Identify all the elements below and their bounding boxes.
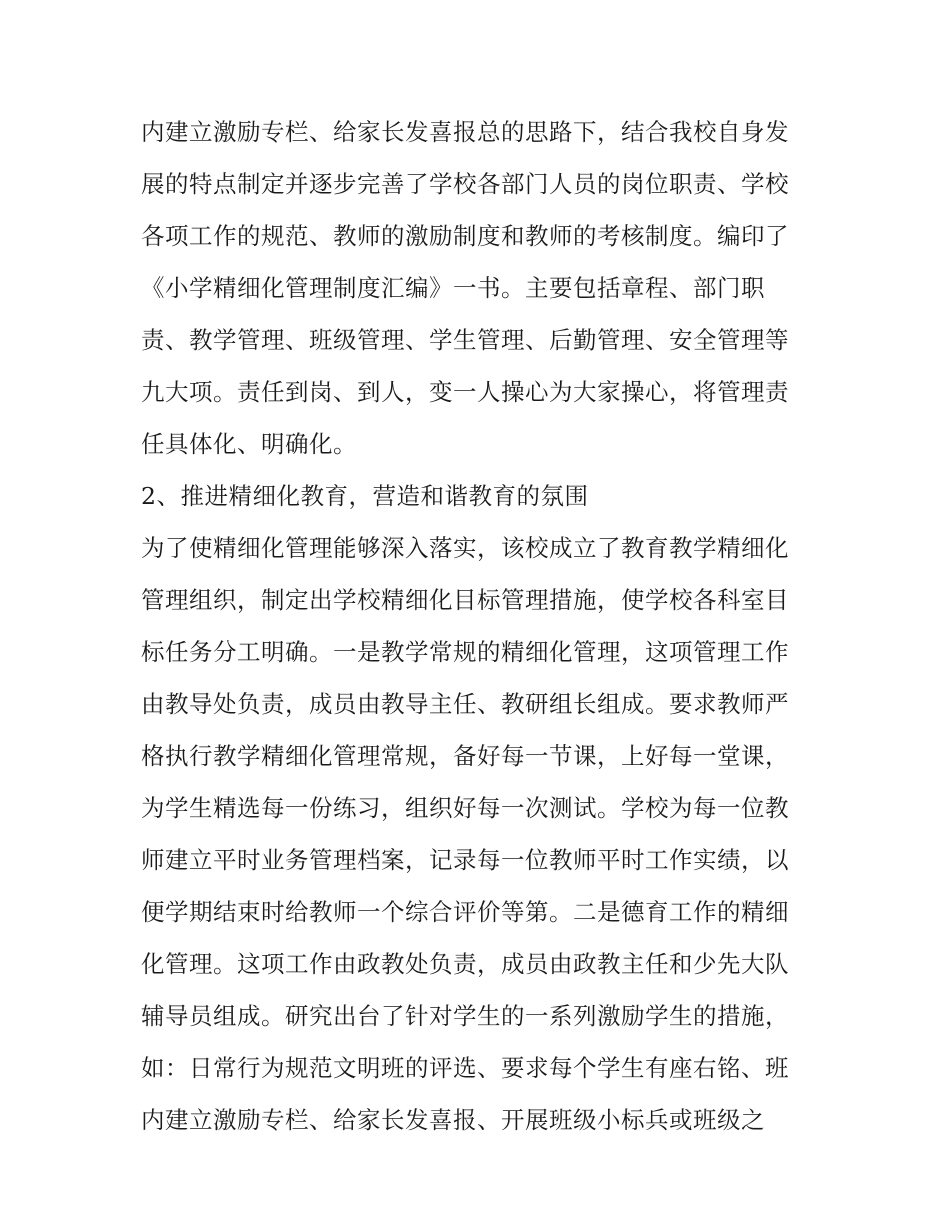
text-line: 如：日常行为规范文明班的评选、要求每个学生有座右铭、班 bbox=[141, 1054, 789, 1082]
text-line: 为学生精选每一份练习，组织好每一次测试。学校为每一位教 bbox=[141, 794, 789, 822]
text-line: 便学期结束时给教师一个综合评价等第。二是德育工作的精细 bbox=[141, 898, 789, 926]
text-line: 九大项。责任到岗、到人，变一人操心为大家操心，将管理责 bbox=[141, 378, 789, 406]
text-line: 为了使精细化管理能够深入落实，该校成立了教育教学精细化 bbox=[141, 534, 789, 562]
text-line: 辅导员组成。研究出台了针对学生的一系列激励学生的措施， bbox=[141, 1002, 789, 1030]
text-line: 各项工作的规范、教师的激励制度和教师的考核制度。编印了 bbox=[141, 222, 789, 250]
text-line: 化管理。这项工作由政教处负责，成员由政教主任和少先大队 bbox=[141, 950, 789, 978]
text-line: 任具体化、明确化。 bbox=[141, 430, 357, 458]
text-line: 《小学精细化管理制度汇编》一书。主要包括章程、部门职 bbox=[141, 274, 765, 302]
text-line: 展的特点制定并逐步完善了学校各部门人员的岗位职责、学校 bbox=[141, 170, 789, 198]
text-line: 师建立平时业务管理档案，记录每一位教师平时工作实绩，以 bbox=[141, 846, 789, 874]
text-line: 标任务分工明确。一是教学常规的精细化管理，这项管理工作 bbox=[141, 638, 789, 666]
body-text bbox=[141, 106, 821, 1146]
text-line: 管理组织，制定出学校精细化目标管理措施，使学校各科室目 bbox=[141, 586, 789, 614]
text-line: 格执行教学精细化管理常规，备好每一节课，上好每一堂课， bbox=[141, 742, 789, 770]
text-line: 内建立激励专栏、给家长发喜报总的思路下，结合我校自身发 bbox=[141, 118, 789, 146]
text-line: 由教导处负责，成员由教导主任、教研组长组成。要求教师严 bbox=[141, 690, 789, 718]
text-line: 责、教学管理、班级管理、学生管理、后勤管理、安全管理等 bbox=[141, 326, 789, 354]
section-heading: 2、推进精细化教育，营造和谐教育的氛围 bbox=[141, 482, 589, 510]
text-line: 内建立激励专栏、给家长发喜报、开展班级小标兵或班级之 bbox=[141, 1106, 765, 1134]
